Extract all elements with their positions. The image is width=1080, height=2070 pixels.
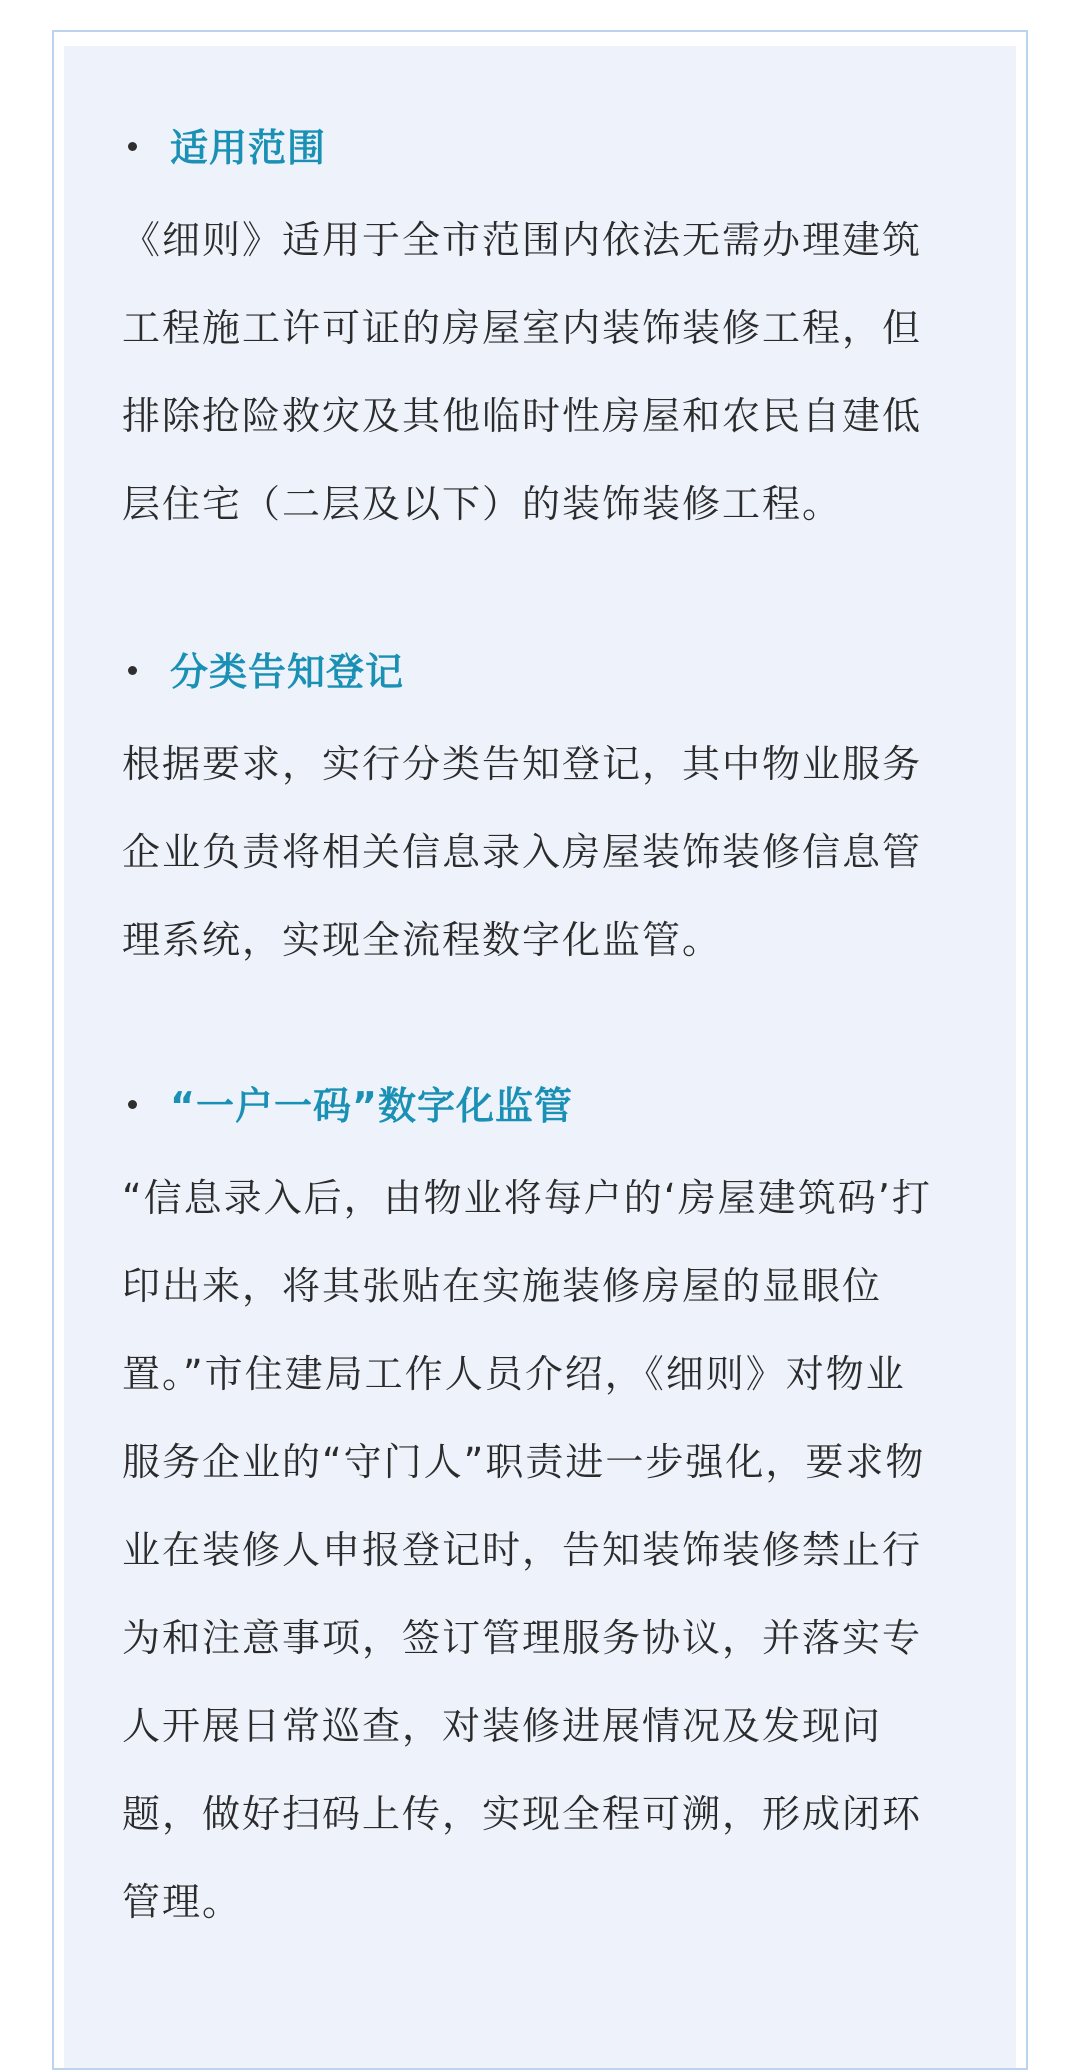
- paragraph-line: 企业负责将相关信息录入房屋装饰装修信息管: [122, 830, 923, 874]
- paragraph-line: 人开展日常巡查，对装修进展情况及发现问: [122, 1704, 883, 1748]
- section-heading: [122, 1076, 1002, 1136]
- section-paragraph: [122, 1154, 1002, 1946]
- paragraph-line: 业在装修人申报登记时，告知装饰装修禁止行: [122, 1528, 923, 1572]
- paragraph-line: 理系统，实现全流程数字化监管。: [122, 918, 723, 962]
- section-paragraph: [122, 720, 1002, 984]
- paragraph-line: 服务企业的“守门人”职责进一步强化，要求物: [122, 1440, 926, 1484]
- paragraph-line: 根据要求，实行分类告知登记，其中物业服务: [122, 742, 923, 786]
- paragraph-line: 题，做好扫码上传，实现全程可溯，形成闭环: [122, 1792, 923, 1836]
- section-one-household-one-code: [122, 1076, 1002, 1946]
- paragraph-line: 排除抢险救灾及其他临时性房屋和农民自建低: [122, 394, 923, 438]
- section-heading: [122, 642, 1002, 702]
- bullet-dot-icon: [128, 142, 137, 151]
- paragraph-line: “信息录入后，由物业将每户的‘房屋建筑码’打: [122, 1176, 932, 1220]
- paragraph-line: 《细则》适用于全市范围内依法无需办理建筑: [122, 218, 923, 262]
- section-heading-text: 适用范围: [170, 126, 327, 170]
- paragraph-line: 层住宅（二层及以下）的装饰装修工程。: [122, 482, 843, 526]
- bullet-dot-icon: [128, 666, 137, 675]
- bullet-dot-icon: [128, 1100, 137, 1109]
- section-paragraph: [122, 196, 1002, 548]
- section-heading-text: 分类告知登记: [170, 650, 405, 694]
- paragraph-line: 印出来，将其张贴在实施装修房屋的显眼位: [122, 1264, 883, 1308]
- paragraph-line: 为和注意事项，签订管理服务协议，并落实专: [122, 1616, 923, 1660]
- section-classified-registration: [122, 642, 1002, 984]
- paragraph-line: 管理。: [122, 1880, 243, 1924]
- paragraph-line: 置。”市住建局工作人员介绍，《细则》对物业: [122, 1352, 906, 1396]
- section-heading-text: “一户一码”数字化监管: [170, 1084, 573, 1128]
- section-scope: [122, 118, 1002, 548]
- section-heading: [122, 118, 1002, 178]
- content-card: [52, 30, 1028, 2070]
- paragraph-line: 工程施工许可证的房屋室内装饰装修工程，但: [122, 306, 923, 350]
- content-card-background: [64, 46, 1016, 2068]
